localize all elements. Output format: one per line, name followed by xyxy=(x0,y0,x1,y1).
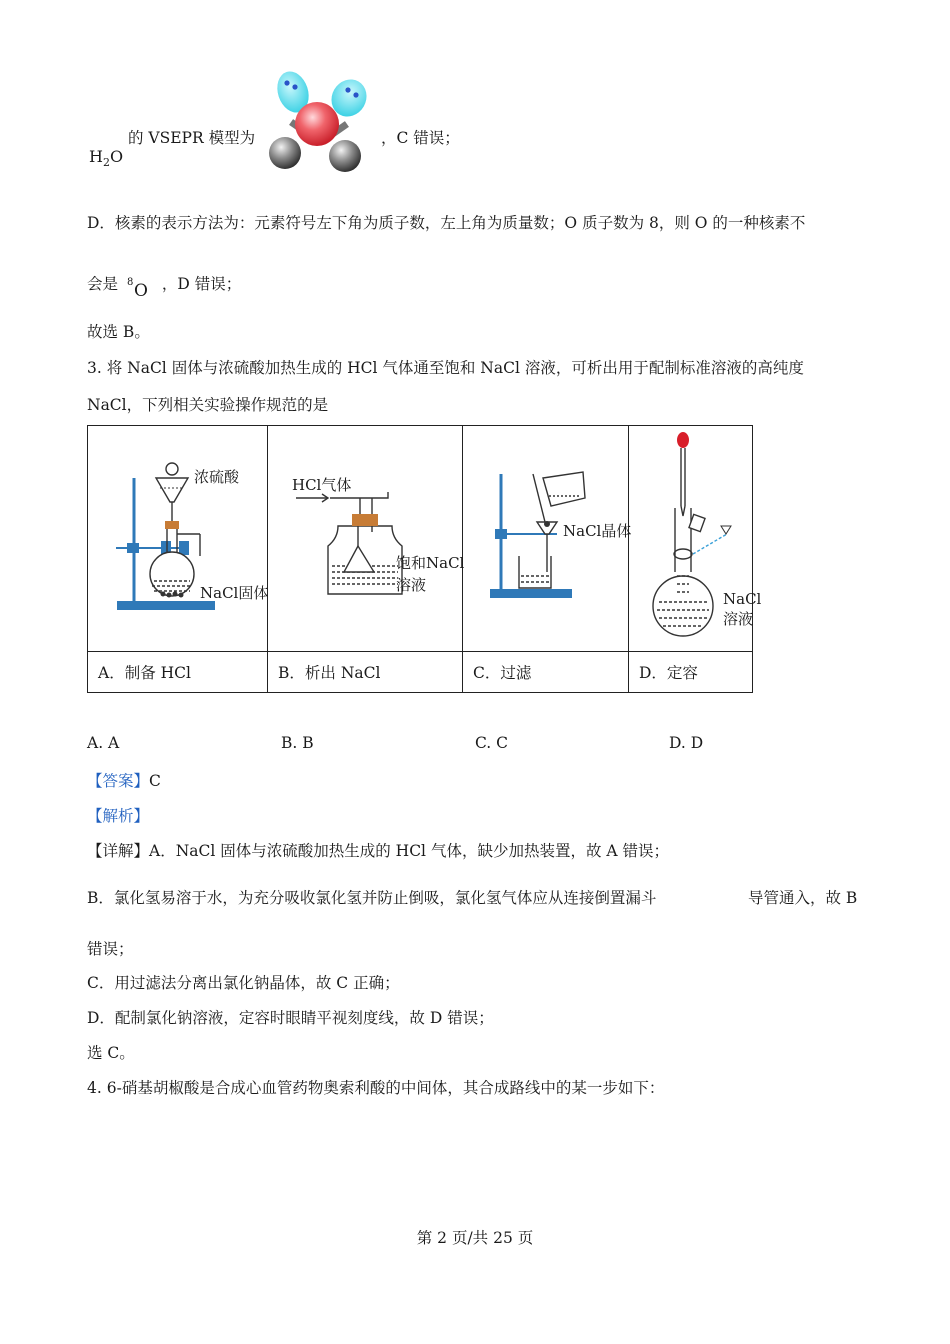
detail-b-line1: B．氯化氢易溶于水，为充分吸收氯化氢并防止倒吸，氯化氢气体应从连接倒置漏斗 xyxy=(87,889,657,907)
caption-c: C．过滤 xyxy=(463,652,629,693)
choice-d: D. D xyxy=(669,734,704,752)
figure-d-label-solution: 溶液 xyxy=(723,610,754,628)
caption-a: A．制备 HCl xyxy=(88,652,268,693)
caption-b: B．析出 NaCl xyxy=(268,652,463,693)
isotope-symbol: O xyxy=(133,281,148,301)
option-d-line1: D．核素的表示方法为：元素符号左下角为质子数，左上角为质量数；O 质子数为 8，则 O 的一种核素不 xyxy=(87,214,806,232)
figure-c-apparatus xyxy=(463,426,632,651)
q3-options-table xyxy=(87,425,762,693)
detail-tag: 【详解】 xyxy=(87,842,150,860)
water-formula: $H_2O$ xyxy=(89,147,124,169)
figure-c-label-crystal: NaCl晶体 xyxy=(563,522,632,540)
detail-c: C．用过滤法分离出氯化钠晶体，故 C 正确； xyxy=(87,974,400,992)
q3-line1: 3. 将 NaCl 固体与浓硫酸加热生成的 HCl 气体通至饱和 NaCl 溶液，可析出用于配制标准溶液的高纯度 xyxy=(87,359,804,377)
vsepr-model-image xyxy=(265,68,375,176)
vsepr-text-after: ，C 错误； xyxy=(381,129,460,147)
caption-d: D．定容 xyxy=(629,652,753,693)
choice-b: B. B xyxy=(281,734,314,752)
detail-b-line1-end: 导管通入，故 B xyxy=(748,889,858,907)
figure-d-apparatus xyxy=(629,426,762,651)
figure-b-label-solution: 溶液 xyxy=(396,576,427,594)
answer-tag: 【答案】 xyxy=(87,772,150,790)
page-footer: 第 2 页/共 25 页 xyxy=(416,1229,534,1247)
vsepr-text-before: 的 VSEPR 模型为 xyxy=(128,129,256,147)
isotope-mass-number: 8 xyxy=(126,277,134,288)
choice-a: A. A xyxy=(87,734,120,752)
option-d-line2: 会是 8 O ，D 错误； xyxy=(87,275,242,301)
figure-b-apparatus xyxy=(268,426,465,651)
figure-a-apparatus xyxy=(88,426,267,651)
figure-d-label-nacl: NaCl xyxy=(723,590,762,608)
detail-d: D．配制氯化钠溶液，定容时眼睛平视刻度线，故 D 错误； xyxy=(87,1009,494,1027)
figure-b-label-gas: HCl气体 xyxy=(292,476,352,494)
detail-b-line2: 错误； xyxy=(87,940,134,958)
q4-line: 4. 6-硝基胡椒酸是合成心血管药物奥索利酸的中间体，其合成路线中的某一步如下： xyxy=(87,1079,665,1097)
analysis-tag: 【解析】 xyxy=(87,807,150,825)
detail-end: 选 C。 xyxy=(87,1044,135,1062)
choice-c: C. C xyxy=(475,734,509,752)
figure-a-label-acid: 浓硫酸 xyxy=(194,468,240,486)
figure-b-label-saturated: 饱和NaCl xyxy=(396,554,465,572)
q3-line2: NaCl，下列相关实验操作规范的是 xyxy=(87,396,329,414)
answer-line xyxy=(87,769,161,791)
choose-b: 故选 B。 xyxy=(87,323,150,341)
answer-value: C xyxy=(149,772,161,790)
figure-a-label-solid: NaCl固体 xyxy=(200,584,269,602)
detail-a: 【详解】A．NaCl 固体与浓硫酸加热生成的 HCl 气体，缺少加热装置，故 A 错误； xyxy=(87,842,669,860)
